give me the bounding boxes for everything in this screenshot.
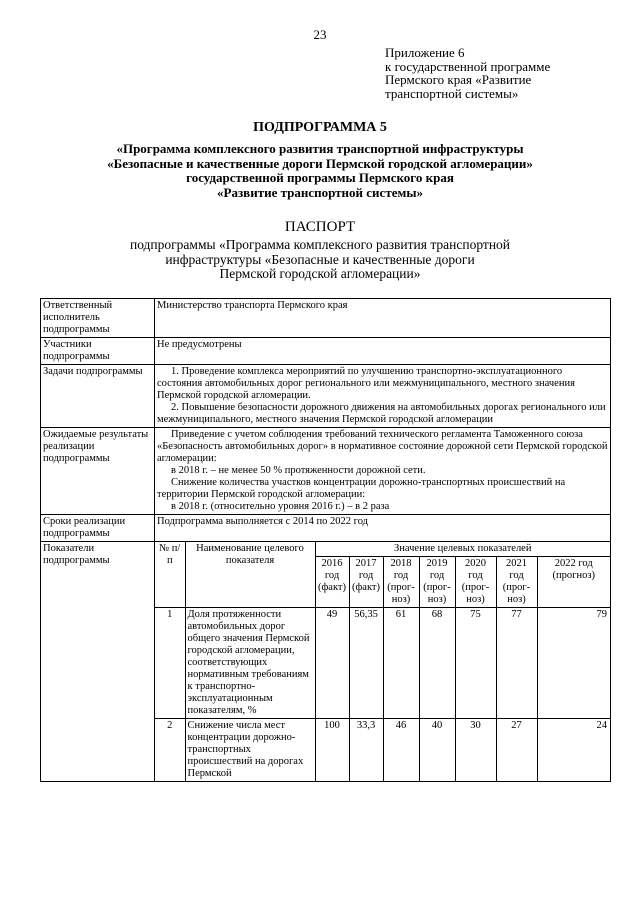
- row-terms: [41, 515, 611, 542]
- indicator-name: Снижение числа мест концентрации дорожно-транспортных происшествий на дорогах Пермской: [185, 719, 315, 782]
- row-tasks: [41, 365, 611, 428]
- indicator-num: 1: [155, 608, 185, 719]
- passport-subtitle-line: подпрограммы «Программа комплексного развития транспортной: [129, 237, 511, 252]
- indicator-value: 75: [455, 608, 496, 719]
- year-header: 2021 год (прог-ноз): [496, 557, 537, 608]
- year-header: 2017 год (факт): [349, 557, 383, 608]
- year-header: 2019 год (прог-ноз): [419, 557, 455, 608]
- subprogram-heading: ПОДПРОГРАММА 5: [253, 120, 387, 135]
- indicator-value: 61: [383, 608, 419, 719]
- indicator-value: 33,3: [349, 719, 383, 782]
- row-label: Сроки реализации подпрограммы: [41, 515, 155, 542]
- row-value: [155, 428, 611, 515]
- indicator-name: Доля протяженности автомобильных дорог общего значения Пермской городской агломерации, соответствующих нормативным требованиям к транспортно-эксплуатационным показателям, %: [185, 608, 315, 719]
- row-label: Задачи подпрограммы: [41, 365, 155, 428]
- page-number: 23: [313, 27, 327, 42]
- result-paragraph: в 2018 г. – не менее 50 % протяженности дорожной сети.: [171, 465, 426, 476]
- indicators-header: [155, 542, 610, 557]
- appendix-line: Пермского края «Развитие: [385, 72, 532, 87]
- row-label: Ожидаемые результаты реализации подпрограммы: [41, 428, 155, 515]
- row-results: [41, 428, 611, 515]
- row-value: [155, 365, 611, 428]
- row-label: Показатели подпрограммы: [41, 542, 155, 782]
- row-value: Подпрограмма выполняется с 2014 по 2022 год: [155, 515, 611, 542]
- appendix-note: [385, 46, 615, 100]
- col-name-header: Наименование целевого показателя: [185, 542, 315, 608]
- appendix-line: к государственной программе: [385, 58, 551, 74]
- passport-title: ПАСПОРТ: [284, 219, 356, 235]
- program-title-line: «Программа комплексного развития транспортной инфраструктуры: [116, 141, 524, 156]
- result-paragraph: Приведение с учетом соблюдения требований технического регламента Таможенного союза «Безопасность автомобильных дорог» в нормативное состояние дорожной сети Пермской городской агломерации:: [157, 429, 608, 464]
- row-label: Ответственный исполнитель подпрограммы: [41, 299, 155, 338]
- year-header: 2016 год (факт): [315, 557, 349, 608]
- indicator-row: [155, 719, 610, 782]
- passport-subtitle-line: инфраструктуры «Безопасные и качественные дороги: [165, 251, 475, 267]
- passport-subtitle-line: Пермской городской агломерации»: [219, 266, 421, 281]
- row-participants: [41, 338, 611, 365]
- indicator-value: 56,35: [349, 608, 383, 719]
- indicator-value: 68: [419, 608, 455, 719]
- appendix-line: транспортной системы»: [385, 85, 519, 101]
- row-executor: [41, 299, 611, 338]
- row-label: Участники подпрограммы: [41, 338, 155, 365]
- result-paragraph: Снижение количества участков концентрации дорожно-транспортных происшествий на территории Пермской городской агломерации:: [157, 477, 566, 500]
- year-header: 2020 год (прог-ноз): [455, 557, 496, 608]
- result-paragraph: в 2018 г. (относительно уровня 2016 г.) – в 2 раза: [171, 501, 390, 512]
- indicator-row: [155, 608, 610, 719]
- indicators-table: [155, 542, 610, 781]
- program-title-line: государственной программы Пермского края: [186, 170, 454, 185]
- indicators-cell: [155, 542, 611, 782]
- row-value: Министерство транспорта Пермского края: [155, 299, 611, 338]
- passport-subtitle: [60, 238, 580, 282]
- indicator-value: 77: [496, 608, 537, 719]
- program-title-line: «Безопасные и качественные дороги Пермской городской агломерации»: [107, 155, 533, 171]
- program-title: [40, 142, 600, 200]
- indicator-value: 27: [496, 719, 537, 782]
- indicator-num: 2: [155, 719, 185, 782]
- program-title-line: «Развитие транспортной системы»: [217, 184, 423, 200]
- year-header: 2018 год (прог-ноз): [383, 557, 419, 608]
- indicator-value: 100: [315, 719, 349, 782]
- indicator-value: 49: [315, 608, 349, 719]
- year-header: 2022 год (прогноз): [537, 557, 610, 608]
- indicator-value: 46: [383, 719, 419, 782]
- col-values-header: Значение целевых показателей: [315, 542, 610, 557]
- indicator-value: 24: [537, 719, 610, 782]
- indicator-value: 79: [537, 608, 610, 719]
- row-value: Не предусмотрены: [155, 338, 611, 365]
- indicator-value: 40: [419, 719, 455, 782]
- col-num-header: № п/п: [155, 542, 185, 608]
- passport-table: [40, 298, 611, 782]
- appendix-line: Приложение 6: [385, 45, 465, 60]
- task-paragraph: 2. Повышение безопасности дорожного движения на автомобильных дорогах регионального или межмуниципального, местного значения Пермской городской агломерации: [157, 402, 606, 425]
- indicator-value: 30: [455, 719, 496, 782]
- task-paragraph: 1. Проведение комплекса мероприятий по улучшению транспортно-эксплуатационного состояния автомобильных дорог регионального или межмуниципального, местного значения Пермской городской агломерации.: [157, 366, 575, 401]
- row-indicators: [41, 542, 611, 782]
